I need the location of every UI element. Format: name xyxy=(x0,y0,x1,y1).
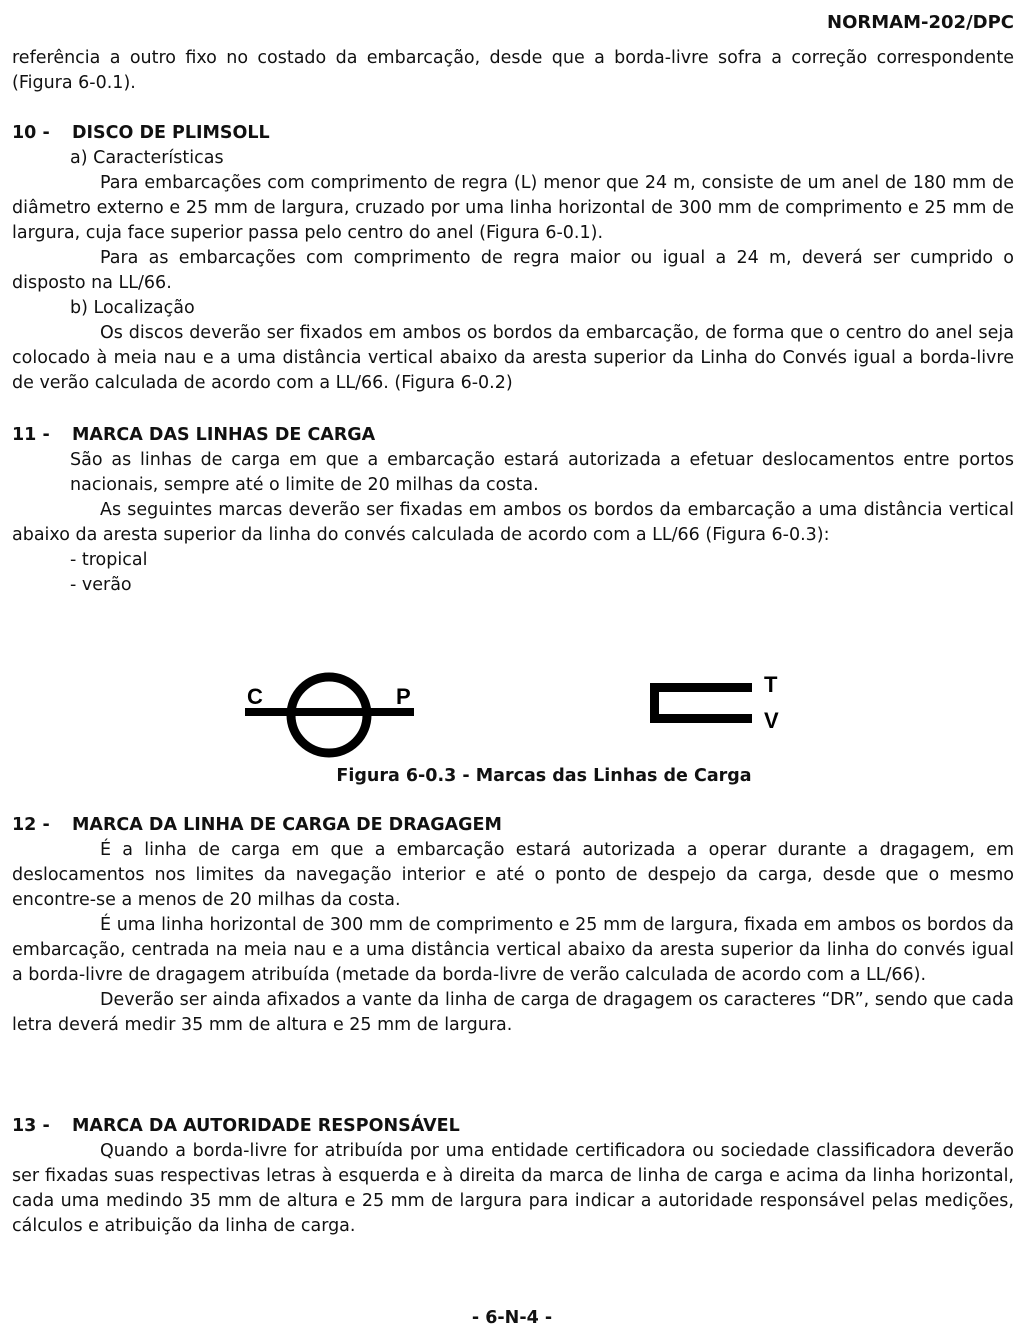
disc-right-letter: P xyxy=(396,684,411,709)
section-12-heading xyxy=(12,813,1014,838)
section-13 xyxy=(12,1114,1014,1239)
disc-horizontal-line xyxy=(245,708,414,716)
section-10-number: 10 - xyxy=(12,123,50,143)
section-10-a-label: a) Características xyxy=(70,148,224,168)
tropical-line xyxy=(650,683,752,692)
section-13-number: 13 - xyxy=(12,1116,50,1136)
section-12-paragraph-3: Deverão ser ainda afixados a vante da linha de carga de dragagem os caracteres “DR”, sendo que cada letra deverá medir 35 mm de altura e 25 mm de largura. xyxy=(12,990,1014,1035)
summer-letter: V xyxy=(764,708,779,733)
section-12-paragraph-1: É a linha de carga em que a embarcação estará autorizada a operar durante a dragagem, em deslocamentos nos limites da navegação interior e até o ponto de despejo da carga, desde que o mesmo encontre-se a menos de 20 milhas da costa. xyxy=(12,840,1014,910)
intro-block xyxy=(12,46,1014,96)
section-10-heading xyxy=(12,121,1014,146)
page-number: - 6-N-4 - xyxy=(471,1308,553,1328)
section-10-b-label: b) Localização xyxy=(70,298,195,318)
plimsoll-disc-mark xyxy=(245,677,414,753)
tropical-letter: T xyxy=(764,672,778,697)
section-12-number: 12 - xyxy=(12,815,50,835)
tropical-summer-mark xyxy=(650,672,779,733)
figure-drawing xyxy=(12,670,1014,770)
section-10-title: DISCO DE PLIMSOLL xyxy=(72,123,270,143)
section-11-number: 11 - xyxy=(12,425,50,445)
section-13-paragraph-1: Quando a borda-livre for atribuída por uma entidade certificadora ou sociedade classificadora deverão ser fixadas suas respectivas letras à esquerda e à direita da marca de linha de carga e acima da linha horizontal, cada uma medindo 35 mm de altura e 25 mm de largura para indicar a autoridade responsável pelas medições, cálculos e atribuição da linha de carga. xyxy=(12,1141,1014,1236)
section-11-title: MARCA DAS LINHAS DE CARGA xyxy=(72,425,376,445)
section-11 xyxy=(12,423,1014,598)
list-item-verao: - verão xyxy=(70,575,132,595)
section-11-paragraph-1: São as linhas de carga em que a embarcação estará autorizada a efetuar deslocamentos entre portos nacionais, sempre até o limite de 20 milhas da costa. xyxy=(70,450,1014,495)
section-10 xyxy=(12,121,1014,396)
list-item-tropical: - tropical xyxy=(70,550,148,570)
section-13-title: MARCA DA AUTORIDADE RESPONSÁVEL xyxy=(72,1116,460,1136)
disc-left-letter: C xyxy=(247,684,263,709)
intro-paragraph: referência a outro fixo no costado da embarcação, desde que a borda-livre sofra a correção correspondente (Figura 6-0.1). xyxy=(12,48,1014,93)
document-id: NORMAM-202/DPC xyxy=(827,12,1014,33)
section-10-a-paragraph-1: Para embarcações com comprimento de regra (L) menor que 24 m, consiste de um anel de 180 mm de diâmetro externo e 25 mm de largura, cruzado por uma linha horizontal de 300 mm de comprimento e 25 mm de largura, cuja face superior passa pelo centro do anel (Figura 6-0.1). xyxy=(12,173,1014,243)
section-11-paragraph-2: As seguintes marcas deverão ser fixadas em ambos os bordos da embarcação a uma distância vertical abaixo da aresta superior da linha do convés calculada de acordo com a LL/66 (Figura 6-0.3): xyxy=(12,500,1014,545)
figure-caption: Figura 6-0.3 - Marcas das Linhas de Carga xyxy=(336,766,752,786)
summer-line xyxy=(650,714,752,723)
section-12-title: MARCA DA LINHA DE CARGA DE DRAGAGEM xyxy=(72,815,502,835)
section-12-paragraph-2: É uma linha horizontal de 300 mm de comprimento e 25 mm de largura, fixada em ambos os bordos da embarcação, centrada na meia nau e a uma distância vertical abaixo da aresta superior da linha do convés igual a borda-livre de dragagem atribuída (metade da borda-livre de verão calculada de acordo com a LL/66). xyxy=(12,915,1014,985)
section-10-a-paragraph-2: Para as embarcações com comprimento de regra maior ou igual a 24 m, deverá ser cumprido o disposto na LL/66. xyxy=(12,248,1014,293)
section-13-heading xyxy=(12,1114,1014,1139)
section-12 xyxy=(12,813,1014,1038)
section-10-b-paragraph-1: Os discos deverão ser fixados em ambos os bordos da embarcação, de forma que o centro do anel seja colocado à meia nau e a uma distância vertical abaixo da aresta superior da Linha do Convés igual a borda-livre de verão calculada de acordo com a LL/66. (Figura 6-0.2) xyxy=(12,323,1014,393)
section-11-heading xyxy=(12,423,1014,448)
